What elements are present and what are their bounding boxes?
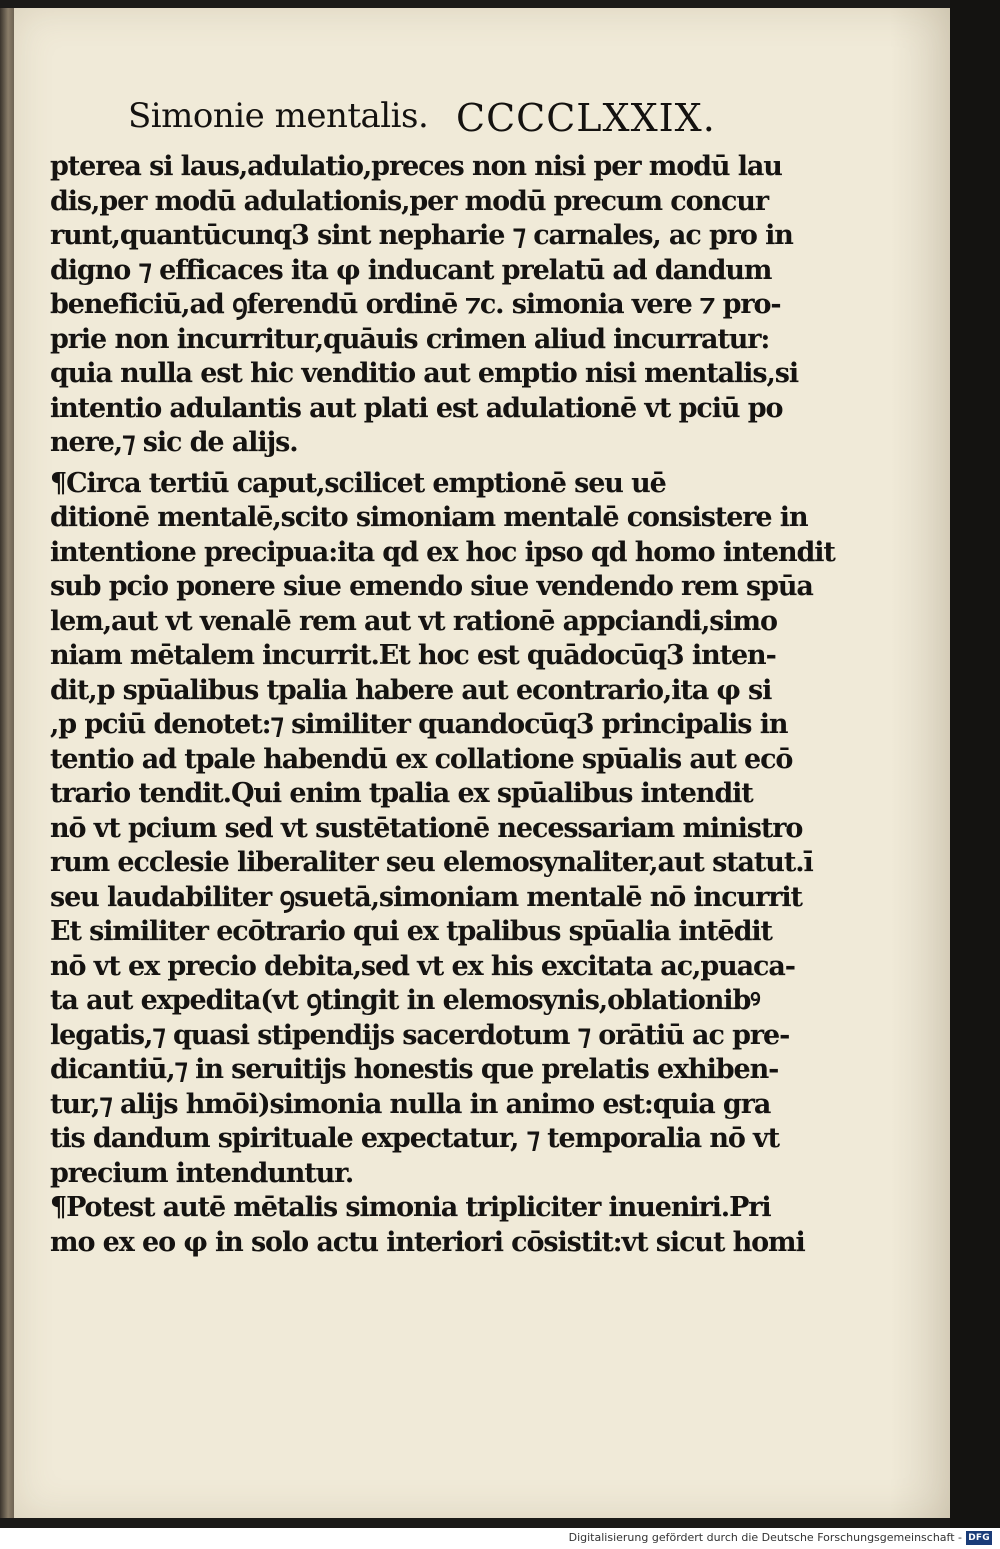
text-line: Et similiter ecōtrario qui ex tpalibus spūalia intēdit [50, 916, 772, 947]
text-line: mo ex eo φ in solo actu interiori cōsistit:vt sicut homi [50, 1226, 805, 1258]
text-line: tur,⁊ alijs hmōi)simonia nulla in animo est:quia gra [50, 1088, 771, 1120]
scan-background-right [950, 0, 1000, 1528]
text-line: ditionē mentalē,scito simoniam mentalē consistere in [50, 502, 808, 533]
text-line: dicantiū,⁊ in seruitijs honestis que prelatis exhiben- [50, 1054, 779, 1085]
text-line: beneficiū,ad ꝯferendū ordinē ⁊c. simonia vere ⁊ pro- [50, 289, 781, 320]
text-line: ta aut expedita(vt ꝯtingit in elemosynis,oblationibꝰ [50, 985, 760, 1016]
text-line: dit,p spūalibus tpalia habere aut econtrario,ita φ si [50, 674, 772, 706]
running-head: Simonie mentalis. [128, 96, 429, 136]
text-line: ¶Potest autē mētalis simonia tripliciter inueniri.Pri [50, 1192, 771, 1223]
footer-bar [0, 1528, 1000, 1549]
text-line: lem,aut vt venalē rem aut vt rationē appciandi,simo [50, 605, 777, 637]
text-line: nō vt pcium sed vt sustētationē necessariam ministro [50, 812, 803, 844]
text-line: ¶Circa tertiū caput,scilicet emptionē seu uē [50, 467, 666, 499]
text-line: ,p pciū denotet:⁊ similiter quandocūq3 principalis in [50, 709, 788, 740]
text-line: trario tendit.Qui enim tpalia ex spūalibus intendit [50, 778, 753, 809]
text-line: prie non incurritur,quāuis crimen aliud incurratur: [50, 323, 770, 355]
text-line: sub pcio ponere siue emendo siue vendendo rem spūa [50, 571, 813, 602]
folio-number: CCCCLXXIX. [456, 96, 716, 140]
paragraph-2 [50, 467, 835, 1192]
text-line: niam mētalem incurrit.Et hoc est quādocūq3 inten- [50, 640, 776, 671]
text-line: quia nulla est hic venditio aut emptio nisi mentalis,si [50, 358, 798, 389]
body-text [50, 150, 835, 1260]
text-line: dis,per modū adulationis,per modū precum concur [50, 185, 769, 217]
paragraph-3 [50, 1191, 805, 1260]
text-line: digno ⁊ efficaces ita φ inducant prelatū ad dandum [50, 254, 772, 286]
text-line: tis dandum spirituale expectatur, ⁊ temporalia nō vt [50, 1123, 780, 1154]
text-line: seu laudabiliter ꝯsuetā,simoniam mentalē nō incurrit [50, 881, 802, 913]
text-line: nō vt ex precio debita,sed vt ex his excitata ac,puaca- [50, 950, 795, 982]
text-line: precium intenduntur. [50, 1157, 354, 1189]
text-line: intentio adulantis aut plati est adulationē vt pciū po [50, 392, 783, 424]
text-line: pterea si laus,adulatio,preces non nisi per modū lau [50, 151, 782, 182]
text-line: legatis,⁊ quasi stipendijs sacerdotum ⁊ orātiū ac pre- [50, 1019, 790, 1051]
text-line: rum ecclesie liberaliter seu elemosynaliter,aut statut.ī [50, 847, 813, 878]
funding-credit: Digitalisierung gefördert durch die Deutsche Forschungsgemeinschaft - [568, 1531, 962, 1544]
text-line: intentione precipua:ita qd ex hoc ipso qd homo intendit [50, 536, 835, 568]
paragraph-1 [50, 150, 798, 461]
page-shading [890, 8, 950, 1518]
page-header [128, 96, 768, 148]
text-line: tentio ad tpale habendū ex collatione spūalis aut ecō [50, 743, 793, 775]
text-line: runt,quantūcunq3 sint nepharie ⁊ carnales, ac pro in [50, 220, 793, 251]
text-line: nere,⁊ sic de alijs. [50, 427, 298, 458]
dfg-logo-icon: DFG [966, 1531, 992, 1545]
